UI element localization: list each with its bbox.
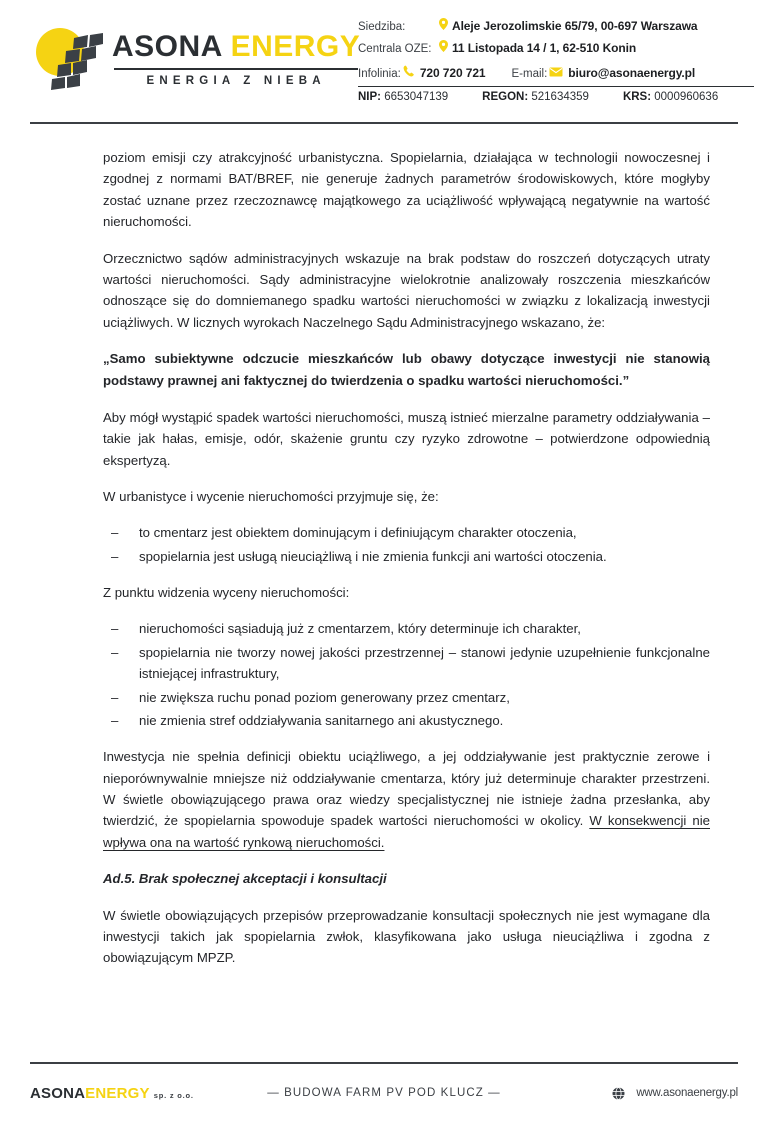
contact-branch-label: Centrala OZE: bbox=[358, 43, 432, 55]
paragraph-4-text: Inwestycja nie spełnia definicji obiektu uciążliwego, a jej oddziaływanie jest praktycznie zerowe i nieporównywalnie mniejsze niż oddziaływanie cmentarza, który już determinuje charakter przestrzeni. W świetle obowiązującego prawa oraz wiedzy specjalistycznej nie istnieje żadna przesłanka, aby twierdzić, że spopielarnia spowoduje spadek wartości nieruchomości w okolicy. bbox=[103, 749, 710, 829]
regon-value: 521634359 bbox=[531, 91, 589, 104]
list-item-text: nieruchomości sąsiadują już z cmentarzem, który determinuje ich charakter, bbox=[139, 621, 581, 637]
company-identifiers-row bbox=[358, 91, 754, 103]
list-item bbox=[103, 546, 710, 567]
footer-slogan: — BUDOWA FARM PV POD KLUCZ — bbox=[267, 1087, 501, 1099]
map-pin-icon bbox=[434, 40, 452, 54]
list-item-text: spopielarnia jest usługą nieuciążliwą i nie zmienia funkcji ani wartości otoczenia. bbox=[139, 548, 607, 564]
phone-icon bbox=[403, 65, 415, 80]
list1-intro: W urbanistyce i wycenie nieruchomości przyjmuje się, że: bbox=[103, 488, 439, 504]
paragraph-2: Orzecznictwo sądów administracyjnych wskazuje na brak podstaw do roszczeń dotyczących utraty wartości nieruchomości. Sądy administracyjne wielokrotnie analizowały roszczenia mieszkańców odnoszące się do domniemanego spadku wartości nieruchomości w związku z lokalizacją inwestycji uciążliwych. W licznych wyrokach Naczelnego Sądu Administracyjnego wskazano, że: bbox=[103, 250, 710, 330]
globe-icon bbox=[612, 1087, 625, 1100]
krs-label: KRS: bbox=[622, 91, 652, 104]
map-pin-icon bbox=[434, 18, 452, 32]
document-body bbox=[103, 147, 710, 984]
logo-divider bbox=[114, 68, 358, 70]
header-contact-block bbox=[358, 18, 754, 103]
list-item bbox=[103, 642, 710, 685]
section-heading-ad5: Ad.5. Brak społecznej akceptacji i konsultacji bbox=[103, 871, 387, 887]
regon-item bbox=[482, 91, 589, 103]
urban-planning-list bbox=[103, 522, 710, 567]
dash-bullet-icon: – bbox=[111, 689, 119, 705]
list2-intro: Z punktu widzenia wyceny nieruchomości: bbox=[103, 585, 350, 601]
krs-item bbox=[623, 91, 718, 103]
dash-bullet-icon: – bbox=[111, 621, 119, 637]
krs-value: 0000960636 bbox=[654, 91, 719, 104]
paragraph-3: Aby mógł wystąpić spadek wartości nieruchomości, muszą istnieć mierzalne parametry oddziaływania – takie jak hałas, emisje, odór, skażenie gruntu czy ryzyko zdrowotne – potwierdzone odpowiednią ekspertyzą. bbox=[103, 409, 710, 468]
footer-website-url[interactable]: www.asonaenergy.pl bbox=[636, 1087, 738, 1099]
footer-logo-suffix: sp. z o.o. bbox=[153, 1090, 194, 1100]
nip-value: 6653047139 bbox=[384, 91, 449, 104]
contact-email-label: E-mail: bbox=[511, 68, 548, 80]
dash-bullet-icon: – bbox=[111, 548, 119, 564]
sun-solar-panel-icon bbox=[30, 22, 108, 94]
dash-bullet-icon: – bbox=[111, 525, 119, 541]
footer-logo-secondary: ENERGY bbox=[85, 1084, 150, 1102]
footer-logo-primary: ASONA bbox=[30, 1084, 86, 1102]
contact-email-value[interactable]: biuro@asonaenergy.pl bbox=[568, 66, 696, 80]
logo-wordmark bbox=[112, 30, 360, 87]
contact-hotline-value[interactable]: 720 720 721 bbox=[419, 66, 486, 80]
contact-divider bbox=[358, 86, 754, 87]
contact-address-row bbox=[358, 18, 754, 33]
paragraph-1: poziom emisji czy atrakcyjność urbanistyczna. Spopielarnia, działająca w technologii nowoczesnej i zgodnej z normami BAT/BREF, nie generuje żadnych parametrów środowiskowych, które mogłyby zostać uznane przez rzeczoznawcę majątkowego za uciążliwość wpływającą negatywnie na wartość nieruchomości. bbox=[103, 150, 710, 230]
list-item-text: nie zwiększa ruchu ponad poziom generowany przez cmentarz, bbox=[139, 689, 510, 705]
footer-website-block bbox=[612, 1087, 738, 1100]
dash-bullet-icon: – bbox=[111, 644, 119, 660]
regon-label: REGON: bbox=[482, 91, 529, 104]
footer-top-divider bbox=[30, 1062, 738, 1064]
contact-address-label: Siedziba: bbox=[358, 21, 406, 33]
contact-branch-row bbox=[358, 40, 754, 55]
footer-logo bbox=[30, 1085, 194, 1102]
envelope-icon bbox=[549, 67, 563, 80]
header-bottom-divider bbox=[30, 122, 738, 124]
logo-name-primary: ASONA bbox=[112, 29, 222, 63]
contact-hotline-label: Infolinia: bbox=[358, 68, 401, 80]
list-item bbox=[103, 522, 710, 543]
contact-address-value: Aleje Jerozolimskie 65/79, 00-697 Warszawa bbox=[452, 19, 698, 33]
paragraph-5: W świetle obowiązujących przepisów przeprowadzanie konsultacji społecznych nie jest wymagane dla inwestycji takich jak spopielarnia zwłok, klasyfikowana jako usługa nieuciążliwa i zgodna z obowiązującym MPZP. bbox=[103, 907, 710, 966]
list-item bbox=[103, 618, 710, 639]
page-header bbox=[0, 0, 768, 130]
list-item-text: nie zmienia stref oddziaływania sanitarnego ani akustycznego. bbox=[139, 712, 504, 728]
list-item bbox=[103, 687, 710, 708]
company-logo bbox=[30, 22, 360, 94]
court-quote: „Samo subiektywne odczucie mieszkańców lub obawy dotyczące inwestycji nie stanowią podstawy prawnej ani faktycznej do twierdzenia o spadku wartości nieruchomości.” bbox=[103, 351, 710, 388]
list-item-text: spopielarnia nie tworzy nowej jakości przestrzennej – stanowi jedynie uzupełnienie funkcjonalne istniejącej infrastruktury, bbox=[139, 644, 710, 682]
contact-branch-value: 11 Listopada 14 / 1, 62-510 Konin bbox=[452, 41, 637, 55]
paragraph-4 bbox=[103, 746, 710, 853]
page-footer bbox=[0, 1078, 768, 1108]
dash-bullet-icon: – bbox=[111, 712, 119, 728]
list-item-text: to cmentarz jest obiektem dominującym i definiującym charakter otoczenia, bbox=[139, 525, 577, 541]
logo-name-secondary: ENERGY bbox=[230, 29, 361, 63]
logo-tagline: ENERGIA Z NIEBA bbox=[146, 74, 326, 87]
list-item bbox=[103, 710, 710, 731]
paragraph-4-underlined: W konsekwencji nie wpływa ona na wartość rynkową nieruchomości. bbox=[103, 813, 710, 850]
contact-phone-email-row bbox=[358, 65, 754, 80]
valuation-list bbox=[103, 618, 710, 731]
nip-label: NIP: bbox=[358, 91, 381, 104]
nip-item bbox=[358, 91, 448, 103]
